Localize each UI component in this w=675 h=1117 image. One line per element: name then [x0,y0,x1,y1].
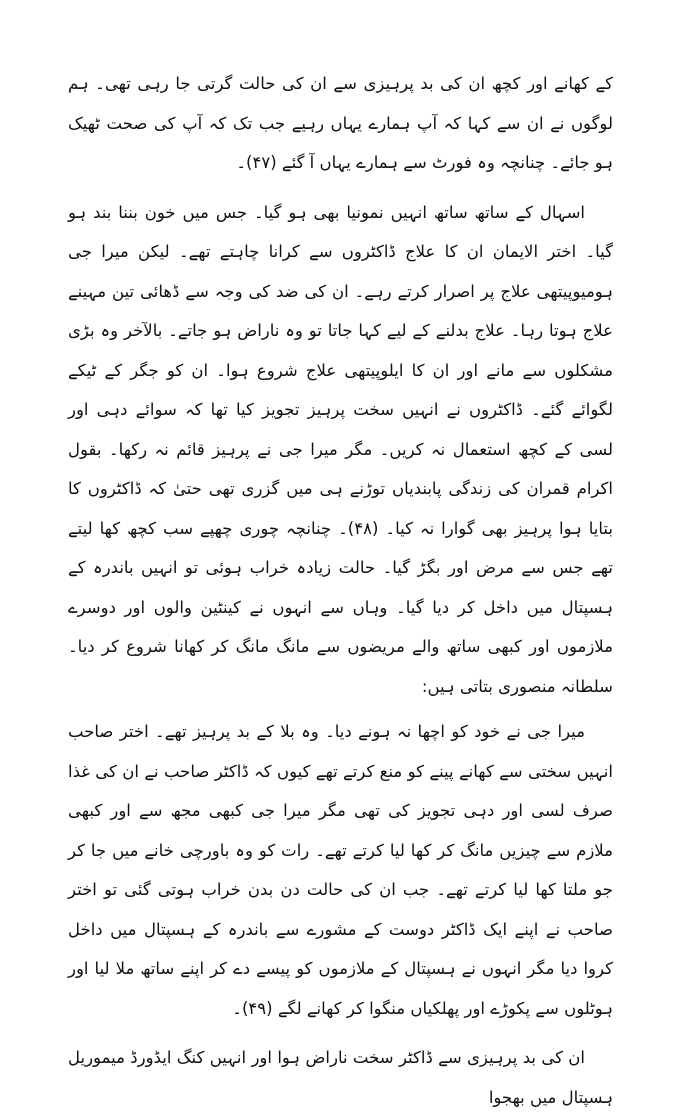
paragraph-illness: اسہال کے ساتھ ساتھ انہیں نمونیا بھی ہو گیا۔ جس میں خون بننا بند ہو گیا۔ اختر الایمان ان کا علاج ڈاکٹروں سے کرانا چاہتے تھے۔ لیکن میرا جی ہومیوپیتھی علاج پر اصرار کرتے رہے۔ ان کی ضد کی وجہ سے ڈھائی تین مہینے علاج ہوتا رہا۔ علاج بدلنے کے لیے کہا جاتا تو وہ ناراض ہو جاتے۔ بالآخر وہ بڑی مشکلوں سے مانے اور ان کا ایلوپیتھی علاج شروع ہوا۔ ان کو جگر کے ٹیکے لگوائے گئے۔ ڈاکٹروں نے انہیں سخت پرہیز تجویز کیا تھا کہ سوائے دہی اور لسی کے کچھ استعمال نہ کریں۔ مگر میرا جی نے پرہیز قائم نہ رکھا۔ بقول اکرام قمران کی زندگی پابندیاں توڑنے ہی میں گزری تھی حتیٰ کہ ڈاکٹروں کا بتایا ہوا پرہیز بھی گوارا نہ کیا۔ (۴۸)۔ چنانچہ چوری چھپے سب کچھ کھا لیتے تھے جس سے مرض اور بگڑ گیا۔ حالت زیادہ خراب ہوئی تو انہیں باندرہ کے ہسپتال میں داخل کر دیا گیا۔ وہاں سے انہوں نے کینٹین والوں اور دوسرے ملازموں اور کبھی ساتھ والے مریضوں سے مانگ مانگ کر کھانا شروع کر دیا۔ سلطانہ منصوری بتاتی ہیں: [68,202,613,696]
paragraph-continuation: کے کھانے اور کچھ ان کی بد پرہیزی سے ان کی حالت گرتی جا رہی تھی۔ ہم لوگوں نے ان سے کہا کہ آپ ہمارے یہاں رہیے جب تک کہ آپ کی صحت ٹھیک ہو جائے۔ چنانچہ وہ فورٹ سے ہمارے یہاں آ گئے (۴۷)۔ [68,74,613,172]
paragraph-final: ان کی بد پرہیزی سے ڈاکٹر سخت ناراض ہوا اور انہیں کنگ ایڈورڈ میموریل ہسپتال میں بھجوا [68,1048,613,1107]
quoted-paragraph: میرا جی نے خود کو اچھا نہ ہونے دیا۔ وہ بلا کے بد پرہیز تھے۔ اختر صاحب انہیں سختی سے کھانے پینے کو منع کرتے تھے کیوں کہ ڈاکٹر صاحب نے ان کی غذا صرف لسی اور دہی تجویز کی تھی مگر میرا جی کبھی مجھ سے اور کبھی ملازم سے چیزیں مانگ کر کھا لیا کرتے تھے۔ رات کو وہ باورچی خانے میں جا کر جو ملتا کھا لیا کرتے تھے۔ جب ان کی حالت دن بدن خراب ہوتی گئی تو اختر صاحب نے اپنے ایک ڈاکٹر دوست کے مشورے سے باندرہ کے ہسپتال میں داخل کروا دیا مگر انہوں نے ہسپتال کے ملازموں کو پیسے دے کر اپنے ساتھ ملا لیا اور ہوٹلوں سے پکوڑے اور پھلکیاں منگوا کر کھانے لگے (۴۹)۔ [68,722,613,1018]
